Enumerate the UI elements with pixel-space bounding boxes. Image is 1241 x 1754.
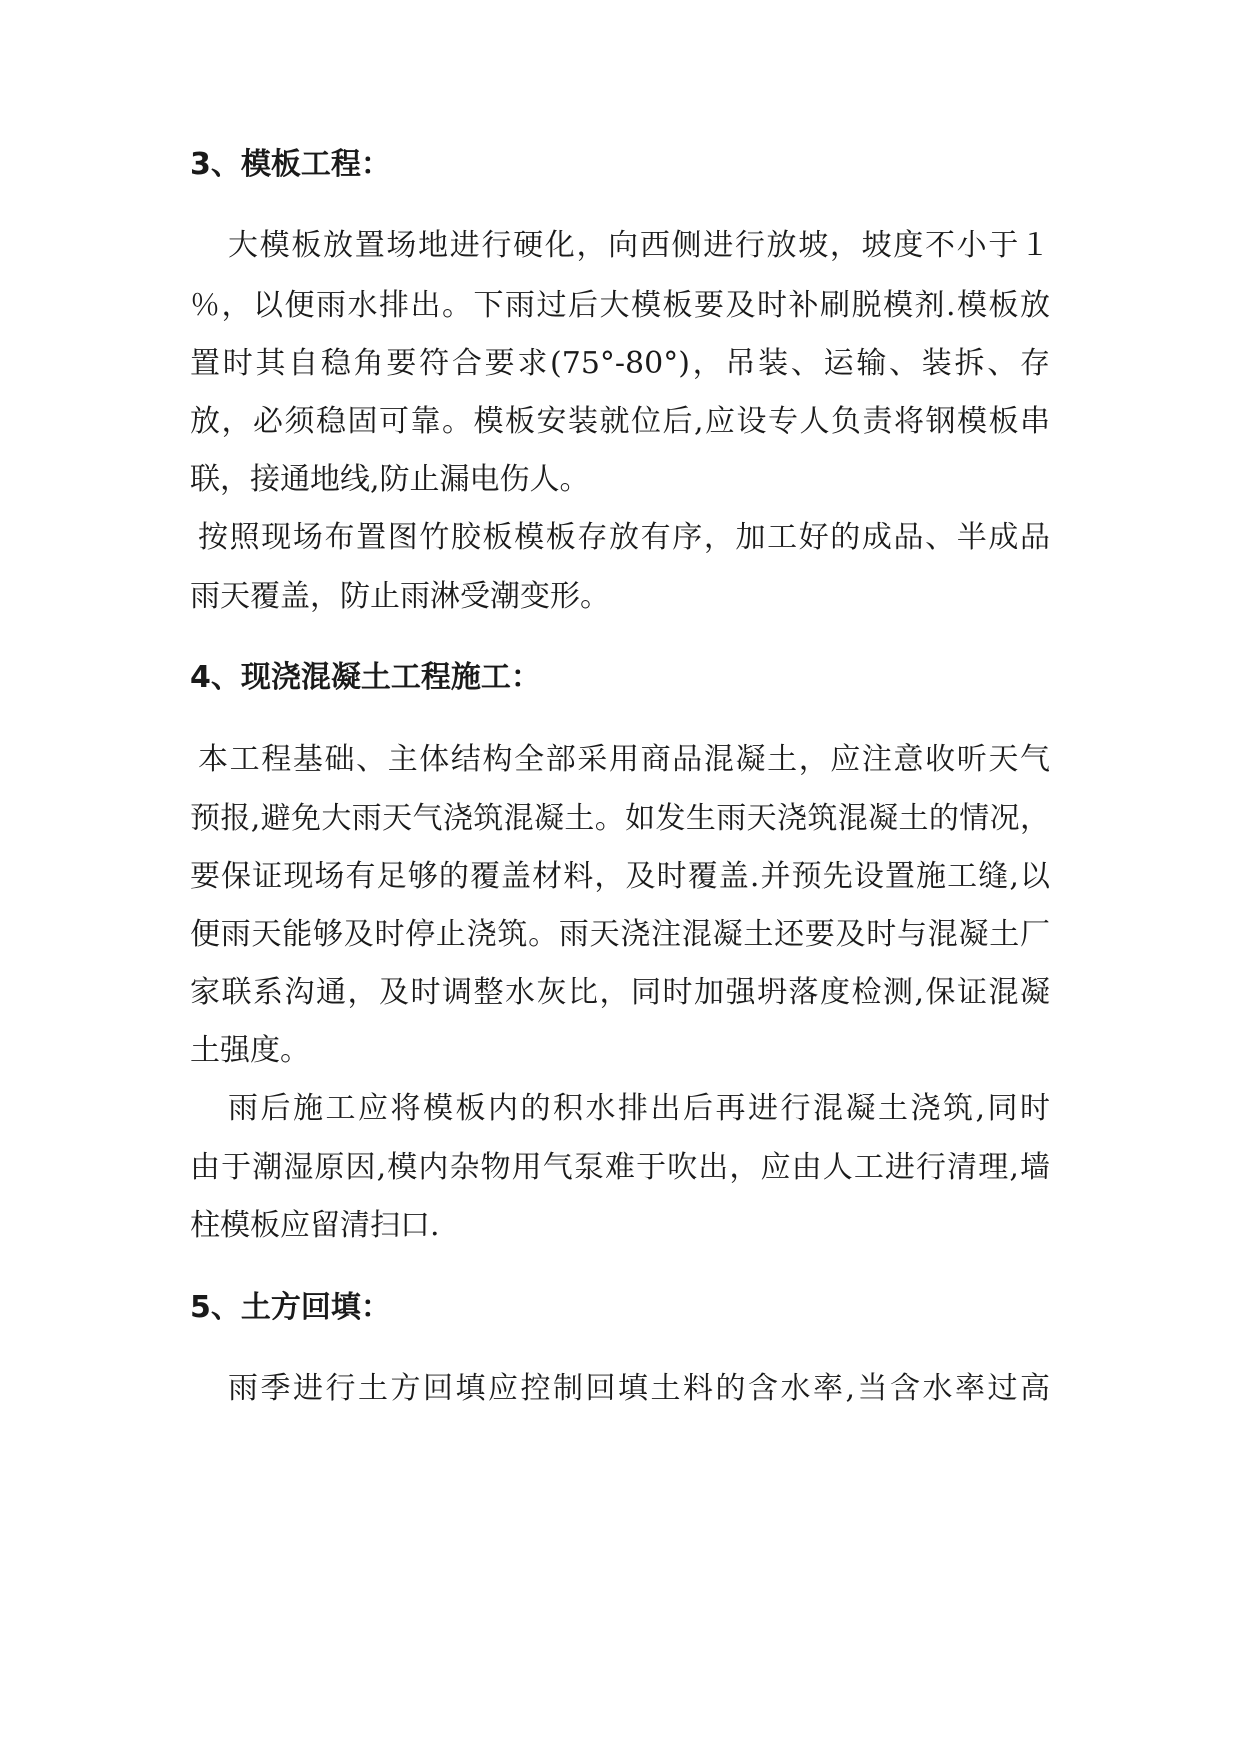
paragraph-line: 要保证现场有足够的覆盖材料，及时覆盖.并预先设置施工缝,以 [190,859,1050,894]
paragraph-line: 置时其自稳角要符合要求(75°-80°)，吊装、运输、装拆、存 [190,346,1050,381]
paragraph-line: 家联系沟通，及时调整水灰比，同时加强坍落度检测,保证混凝 [190,975,1050,1010]
paragraph-line: 预报,避免大雨天气浇筑混凝土。如发生雨天浇筑混凝土的情况， [190,801,1050,836]
paragraph-line: 雨季进行土方回填应控制回填土料的含水率,当含水率过高 [228,1371,1050,1406]
paragraph-line: 雨后施工应将模板内的积水排出后再进行混凝土浇筑,同时 [228,1091,1050,1126]
paragraph-line: 柱模板应留清扫口. [190,1208,440,1243]
paragraph-line: 本工程基础、主体结构全部采用商品混凝土，应注意收听天气 [198,742,1050,777]
paragraph-line: 按照现场布置图竹胶板模板存放有序，加工好的成品、半成品 [198,520,1050,555]
section-heading: 3、模板工程： [190,147,391,182]
paragraph-line: 土强度。 [190,1033,310,1068]
paragraph-line: 联，接通地线,防止漏电伤人。 [190,462,590,497]
paragraph-line: 雨天覆盖，防止雨淋受潮变形。 [190,579,610,614]
paragraph-line: 由于潮湿原因,模内杂物用气泵难于吹出，应由人工进行清理,墙 [190,1150,1050,1185]
paragraph-line: 大模板放置场地进行硬化，向西侧进行放坡，坡度不小于１ [228,228,1050,263]
paragraph-line: 便雨天能够及时停止浇筑。雨天浇注混凝土还要及时与混凝土厂 [190,917,1050,952]
paragraph-line: 放，必须稳固可靠。模板安装就位后,应设专人负责将钢模板串 [190,404,1050,439]
paragraph-line: ％，以便雨水排出。下雨过后大模板要及时补刷脱模剂.模板放 [190,288,1050,323]
section-heading: 4、现浇混凝土工程施工： [190,660,541,695]
section-heading: 5、土方回填： [190,1290,391,1325]
